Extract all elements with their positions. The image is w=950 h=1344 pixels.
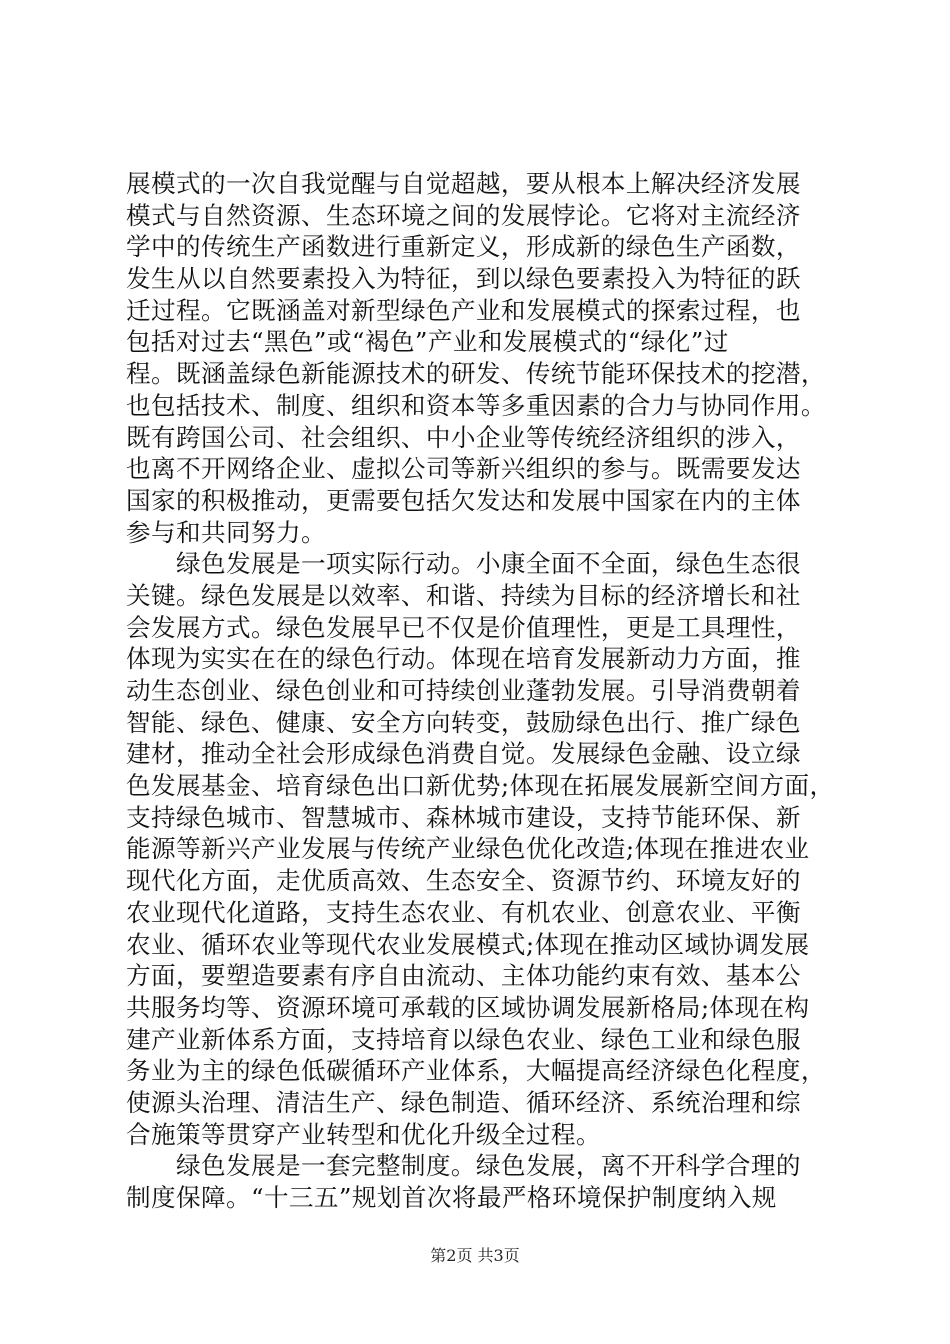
text-line: 国家的积极推动，更需要包括欠发达和发展中国家在内的主体 (126, 485, 801, 515)
text-line: 模式与自然资源、生态环境之间的发展悖论。它将对主流经济 (126, 200, 801, 230)
text-line: 展模式的一次自我觉醒与自觉超越，要从根本上解决经济发展 (126, 169, 801, 198)
text-line: 合施策等贯穿产业转型和优化升级全过程。 (126, 1119, 601, 1149)
text-line: 迁过程。它既涵盖对新型绿色产业和发展模式的探索过程，也 (126, 295, 801, 325)
text-line: 学中的传统生产函数进行重新定义，形成新的绿色生产函数， (126, 232, 801, 262)
text-line: 建产业新体系方面，支持培育以绿色农业、绿色工业和绿色服 (126, 1024, 801, 1054)
text-line: 既有跨国公司、社会组织、中小企业等传统经济组织的涉入， (126, 422, 801, 452)
text-line: 程。既涵盖绿色新能源技术的研发、传统节能环保技术的挖潜， (126, 359, 826, 389)
text-line: 发生从以自然要素投入为特征，到以绿色要素投入为特征的跃 (126, 264, 801, 294)
text-line: 动生态创业、绿色创业和可持续创业蓬勃发展。引导消费朝着 (126, 676, 801, 705)
text-line: 共服务均等、资源环境可承载的区域协调发展新格局;体现在构 (126, 992, 810, 1022)
text-line: 也包括技术、制度、组织和资本等多重因素的合力与协同作用。 (126, 390, 826, 420)
text-line: 包括对过去“黑色”或“褐色”产业和发展模式的“绿化”过 (126, 327, 729, 357)
body-text (126, 168, 836, 1214)
text-line: 会发展方式。绿色发展早已不仅是价值理性，更是工具理性， (126, 612, 801, 642)
text-line: 农业、循环农业等现代农业发展模式;体现在推动区域协调发展 (126, 929, 810, 959)
page-number-footer: 第2页 共3页 (430, 1246, 520, 1265)
text-line: 建材，推动全社会形成绿色消费自觉。发展绿色金融、设立绿 (126, 739, 801, 769)
text-line: 务业为主的绿色低碳循环产业体系，大幅提高经济绿色化程度， (126, 1056, 826, 1086)
text-line: 使源头治理、清洁生产、绿色制造、循环经济、系统治理和综 (126, 1087, 801, 1117)
text-line: 参与和共同努力。 (126, 517, 326, 547)
text-line: 体现为实实在在的绿色行动。体现在培育发展新动力方面，推 (126, 644, 801, 674)
text-line: 绿色发展是一套完整制度。绿色发展，离不开科学合理的 (126, 1151, 801, 1181)
text-line: 制度保障。“十三五”规划首次将最严格环境保护制度纳入规 (126, 1183, 777, 1212)
text-line: 农业现代化道路，支持生态农业、有机农业、创意农业、平衡 (126, 897, 801, 927)
text-line: 关键。绿色发展是以效率、和谐、持续为目标的经济增长和社 (126, 580, 801, 610)
text-line: 色发展基金、培育绿色出口新优势;体现在拓展发展新空间方面， (126, 771, 835, 801)
text-line: 也离不开网络企业、虚拟公司等新兴组织的参与。既需要发达 (126, 454, 801, 484)
text-line: 绿色发展是一项实际行动。小康全面不全面，绿色生态很 (126, 549, 801, 579)
text-line: 方面，要塑造要素有序自由流动、主体功能约束有效、基本公 (126, 961, 801, 991)
text-line: 支持绿色城市、智慧城市、森林城市建设，支持节能环保、新 (126, 802, 801, 832)
text-line: 现代化方面，走优质高效、生态安全、资源节约、环境友好的 (126, 866, 801, 896)
text-line: 智能、绿色、健康、安全方向转变，鼓励绿色出行、推广绿色 (126, 707, 801, 737)
text-line: 能源等新兴产业发展与传统产业绿色优化改造;体现在推进农业 (126, 834, 810, 864)
